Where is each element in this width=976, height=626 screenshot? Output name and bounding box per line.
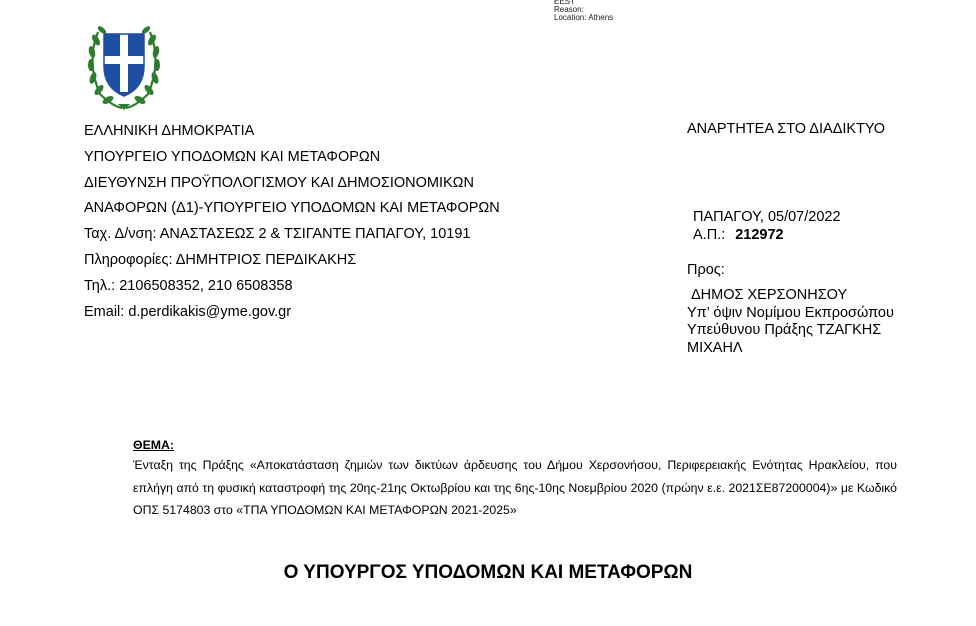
digital-signature-info <box>554 0 613 22</box>
sender-block <box>84 119 500 325</box>
subject-section <box>133 436 897 522</box>
directorate-name: ΔΙΕΥΘΥΝΣΗ ΠΡΟΫΠΟΛΟΓΙΣΜΟΥ ΚΑΙ ΔΗΜΟΣΙΟΝΟΜΙΚΩΝ <box>84 174 474 191</box>
phone-numbers: Τηλ.: 2106508352, 210 6508358 <box>84 277 293 294</box>
recipient-block <box>687 287 894 357</box>
document-heading: Ο ΥΠΟΥΡΓΟΣ ΥΠΟΔΟΜΩΝ ΚΑΙ ΜΕΤΑΦΟΡΩΝ <box>283 562 693 583</box>
ministry-name: ΥΠΟΥΡΓΕΙΟ ΥΠΟΔΟΜΩΝ ΚΑΙ ΜΕΤΑΦΟΡΩΝ <box>84 148 381 165</box>
greek-coat-of-arms-icon <box>84 10 164 114</box>
contact-person: Πληροφορίες: ΔΗΜΗΤΡΙΟΣ ΠΕΡΔΙΚΑΚΗΣ <box>84 251 357 268</box>
signature-line: Reason: <box>554 5 584 14</box>
recipient-line: Υπεύθυνου Πράξης ΤΖΑΓΚΗΣ <box>687 322 882 338</box>
protocol-number-line <box>693 226 784 244</box>
recipient-line: ΔΗΜΟΣ ΧΕΡΣΟΝΗΣΟΥ <box>691 287 848 303</box>
signature-line: EEST <box>554 0 575 6</box>
to-label: Προς: <box>687 262 725 278</box>
subject-text: Ένταξη της Πράξης «Αποκατάσταση ζημιών των δικτύων άρδευσης του Δήμου Χερσονήσου, Περιφερειακής Ενότητας Ηρακλείου, που επλήγη από τη φυσική καταστροφή της 20ης-21ης Οκτωβρίου και της 6ης-10ης Νοεμβρίου 2020 (πρώην ε.ε. 2021ΣΕ87200004)» με Κωδικό ΟΠΣ 5174803 στο «ΤΠΑ ΥΠΟΔΟΜΩΝ ΚΑΙ ΜΕΤΑΦΟΡΩΝ 2021-2025» <box>133 458 897 517</box>
place-date: ΠΑΠΑΓΟΥ, 05/07/2022 <box>693 209 841 225</box>
country-name: ΕΛΛΗΝΙΚΗ ΔΗΜΟΚΡΑΤΙΑ <box>84 123 255 139</box>
subject-label: ΘΕΜΑ: <box>133 438 174 452</box>
signature-line: Location: Athens <box>554 13 614 22</box>
postal-address: Ταχ. Δ/νση: ΑΝΑΣΤΑΣΕΩΣ 2 & ΤΣΙΓΑΝΤΕ ΠΑΠΑΓΟΥ, 10191 <box>84 226 471 243</box>
recipient-line: Υπ’ όψιν Νομίμου Εκπροσώπου <box>687 304 894 321</box>
email-address[interactable]: Email: d.perdikakis@yme.gov.gr <box>84 303 292 320</box>
publish-note: ΑΝΑΡΤΗΤΕΑ ΣΤΟ ΔΙΑΔΙΚΤΥΟ <box>687 121 886 137</box>
signature-tick: ' <box>515 0 517 6</box>
protocol-label: Α.Π.: <box>693 227 726 243</box>
department-name: ΑΝΑΦΟΡΩΝ (Δ1)-ΥΠΟΥΡΓΕΙΟ ΥΠΟΔΟΜΩΝ ΚΑΙ ΜΕΤΑΦΟΡΩΝ <box>84 200 500 217</box>
protocol-number: 212972 <box>735 227 784 243</box>
recipient-line: ΜΙΧΑΗΛ <box>687 339 743 356</box>
